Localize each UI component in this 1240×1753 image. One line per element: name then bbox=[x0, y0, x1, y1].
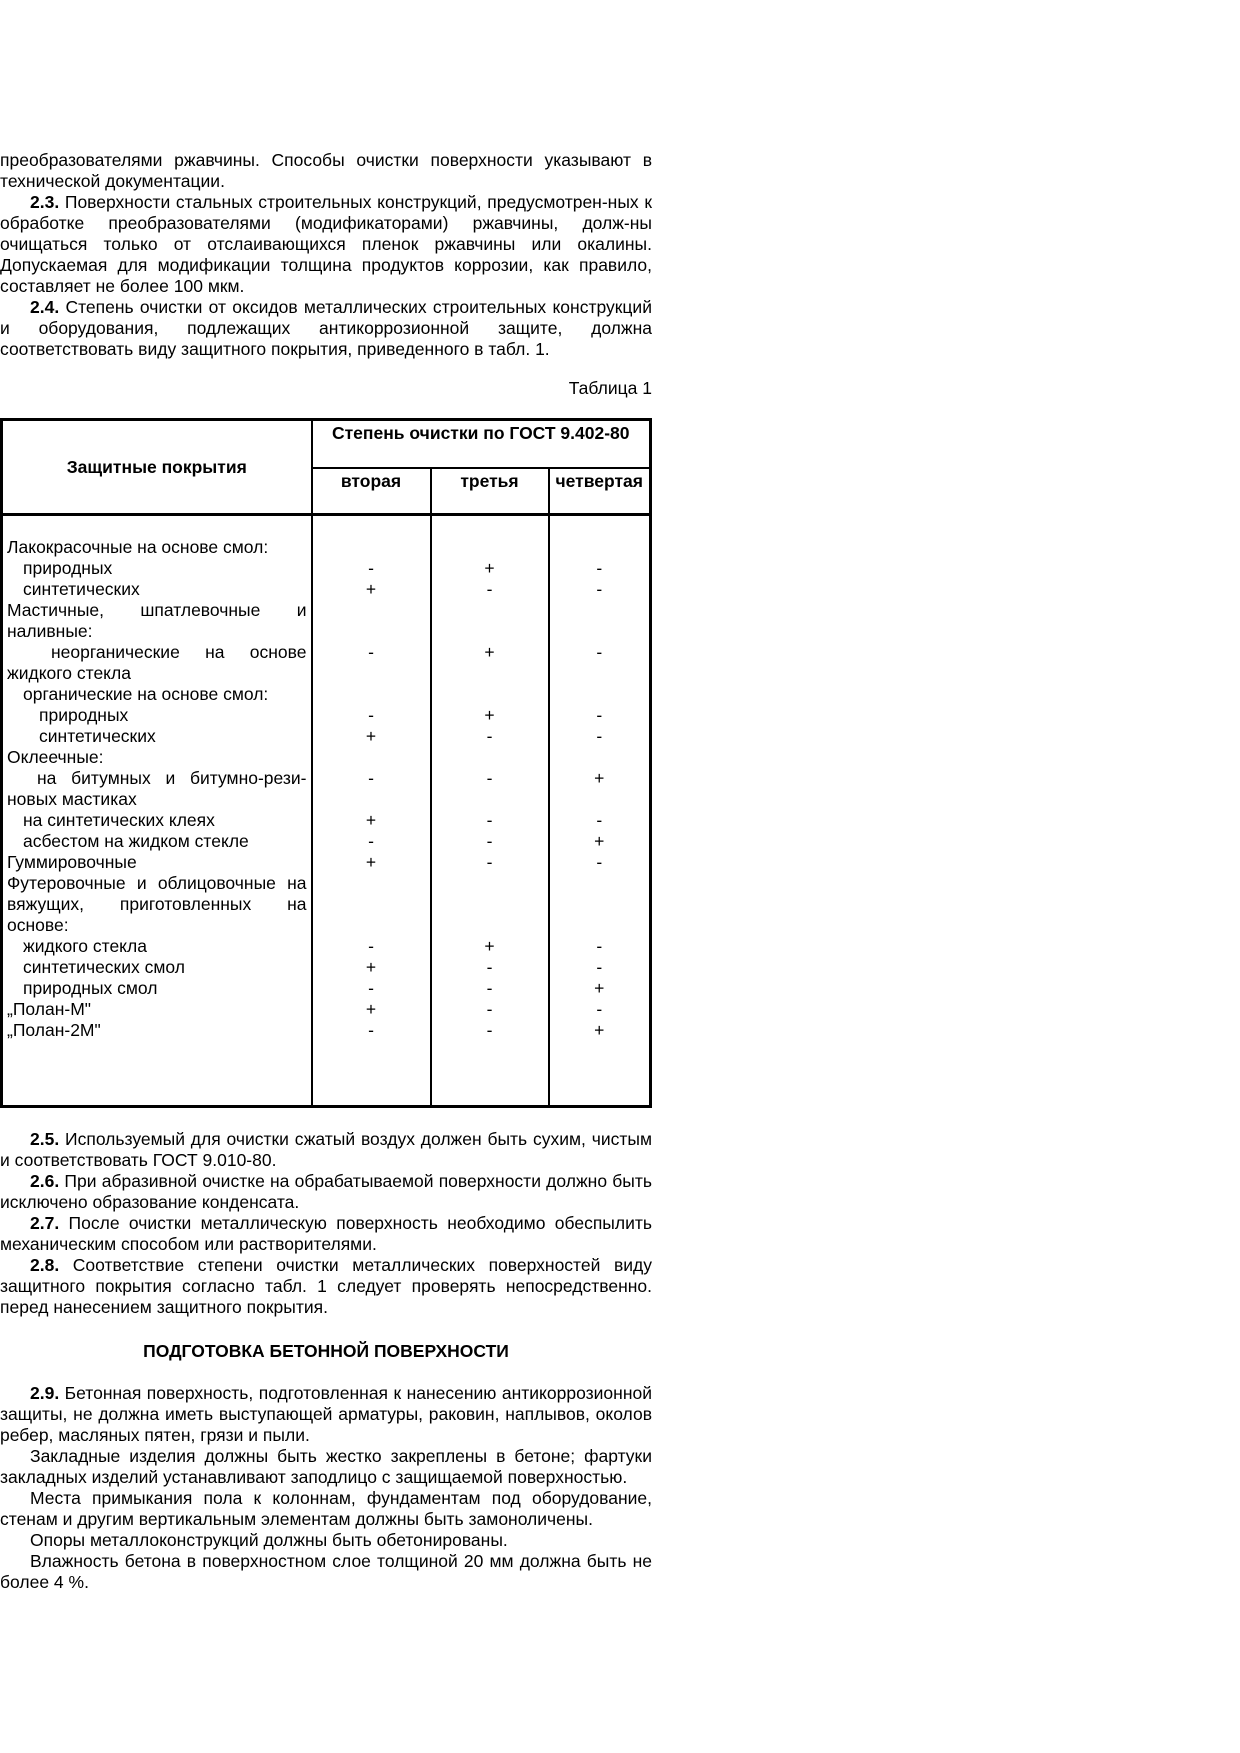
grade-mark bbox=[550, 873, 650, 936]
coating-label: на синтетических клеях bbox=[23, 810, 215, 830]
clause-number: 2.5. bbox=[30, 1129, 60, 1149]
grade-mark: + bbox=[365, 579, 377, 599]
grade-mark bbox=[432, 873, 548, 936]
grade-mark: - bbox=[486, 579, 493, 599]
paragraph-moisture: Влажность бетона в поверхностном слое толщиной 20 мм должна быть не более 4 %. bbox=[0, 1551, 652, 1592]
clause-number: 2.6. bbox=[30, 1171, 60, 1191]
paragraph-embedded-parts: Закладные изделия должны быть жестко закреплены в бетоне; фартуки закладных изделий устанавливают заподлицо с защищаемой поверхностью. bbox=[0, 1446, 652, 1487]
coating-label: Оклеечные: bbox=[7, 747, 104, 767]
grade-mark bbox=[550, 600, 650, 642]
grade-mark: - bbox=[486, 1020, 493, 1040]
paragraph-2-7 bbox=[0, 1213, 652, 1255]
clause-number: 2.3. bbox=[30, 192, 60, 212]
grade-mark: - bbox=[486, 831, 493, 851]
clause-text: Степень очистки от оксидов металлических строительных конструкций и оборудования, подлежащих антикоррозионной защите, должна соответствовать виду защитного покрытия, приведенного в табл. 1. bbox=[0, 297, 652, 359]
paragraph-2-4 bbox=[0, 297, 652, 360]
labels-column bbox=[2, 515, 312, 1107]
coating-label: синтетических bbox=[39, 726, 156, 746]
clause-number: 2.7. bbox=[30, 1213, 60, 1233]
grade-mark: - bbox=[486, 768, 493, 788]
grade-mark: - bbox=[486, 852, 493, 872]
coating-label: органические на основе смол: bbox=[23, 684, 269, 704]
grade-mark bbox=[432, 747, 548, 768]
grade-mark bbox=[550, 537, 650, 558]
grade-mark: - bbox=[486, 978, 493, 998]
grade-mark bbox=[550, 747, 650, 768]
document-column bbox=[0, 150, 652, 1593]
marks-column-third bbox=[431, 515, 549, 1107]
grade-mark bbox=[313, 873, 430, 936]
coating-label: Мастичные, шпатлевочные и наливные: bbox=[7, 600, 307, 641]
column-header-third: третья bbox=[431, 468, 549, 515]
clause-text: Соответствие степени очистки металлических поверхностей виду защитного покрытия согласно табл. 1 следует проверять непосредственно. перед нанесением защитного покрытия. bbox=[0, 1255, 652, 1317]
marks-column-fourth bbox=[549, 515, 651, 1107]
grade-mark: + bbox=[365, 999, 377, 1019]
paragraph-intro: преобразователями ржавчины. Способы очистки поверхности указывают в технической документации. bbox=[0, 150, 652, 191]
grade-mark: - bbox=[596, 705, 603, 725]
grade-mark bbox=[313, 600, 430, 642]
grade-mark: + bbox=[594, 768, 605, 788]
grade-mark: - bbox=[596, 810, 603, 830]
coating-label: на битумных и битумно-рези-новых мастиках bbox=[7, 768, 307, 809]
column-header-second: вторая bbox=[312, 468, 431, 515]
grade-mark: - bbox=[596, 642, 603, 662]
clause-text: Бетонная поверхность, подготовленная к нанесению антикоррозионной защиты, не должна иметь выступающей арматуры, раковин, наплывов, околов ребер, масляных пятен, грязи и пыли. bbox=[0, 1383, 652, 1445]
grade-mark: - bbox=[486, 999, 493, 1019]
column-header-group: Степень очистки по ГОСТ 9.402-80 bbox=[312, 420, 651, 469]
grade-mark: - bbox=[368, 978, 374, 998]
grade-mark bbox=[550, 684, 650, 705]
clause-text: Поверхности стальных строительных конструкций, предусмотрен-ных к обработке преобразователями (модификаторами) ржавчины, долж-ны очищаться только от отслаивающихся пленок ржавчины или окалины. Допускаемая для модификации толщина продуктов коррозии, как правило, составляет не более 100 мкм. bbox=[0, 192, 652, 296]
grade-mark: + bbox=[484, 642, 495, 662]
grade-mark bbox=[313, 537, 430, 558]
grade-mark bbox=[432, 600, 548, 642]
coating-label: природных bbox=[23, 558, 113, 578]
table-caption: Таблица 1 bbox=[568, 378, 652, 398]
paragraph-2-3 bbox=[0, 192, 652, 297]
coating-label: Лакокрасочные на основе смол: bbox=[7, 537, 269, 557]
coating-label: асбестом на жидком стекле bbox=[23, 831, 249, 851]
grade-mark: - bbox=[368, 558, 374, 578]
grade-mark: + bbox=[594, 978, 605, 998]
coating-label: Гуммировочные bbox=[7, 852, 137, 872]
grade-mark: + bbox=[365, 810, 377, 830]
grade-mark: + bbox=[365, 726, 377, 746]
coating-label: неорганические на основе жидкого стекла bbox=[7, 642, 307, 683]
clause-text: После очистки металлическую поверхность необходимо обеспылить механическим способом или растворителями. bbox=[0, 1213, 652, 1254]
marks-column-second bbox=[312, 515, 431, 1107]
paragraph-2-5 bbox=[0, 1129, 652, 1171]
coating-label: природных bbox=[39, 705, 129, 725]
coating-label: жидкого стекла bbox=[23, 936, 147, 956]
coating-label: „Полан-М" bbox=[7, 999, 91, 1019]
grade-mark bbox=[313, 747, 430, 768]
grade-mark: + bbox=[365, 852, 377, 872]
grade-mark: - bbox=[596, 999, 603, 1019]
clause-text: Используемый для очистки сжатый воздух должен быть сухим, чистым и соответствовать ГОСТ 9.010-80. bbox=[0, 1129, 652, 1170]
grade-mark bbox=[432, 684, 548, 705]
grade-mark bbox=[313, 684, 430, 705]
column-header-fourth: четвертая bbox=[549, 468, 651, 515]
clause-text: При абразивной очистке на обрабатываемой поверхности должно быть исключено образование конденсата. bbox=[0, 1171, 652, 1212]
coating-label: „Полан-2М" bbox=[7, 1020, 101, 1040]
paragraph-2-6 bbox=[0, 1171, 652, 1213]
grade-mark: + bbox=[484, 705, 495, 725]
coating-label: природных смол bbox=[23, 978, 158, 998]
grade-mark: + bbox=[484, 936, 495, 956]
grade-mark: - bbox=[368, 642, 374, 662]
paragraph-supports: Опоры металлоконструкций должны быть обетонированы. bbox=[30, 1530, 508, 1550]
paragraph-2-8 bbox=[0, 1255, 652, 1318]
grade-mark: - bbox=[596, 936, 603, 956]
column-header-coatings: Защитные покрытия bbox=[2, 420, 312, 515]
paragraph-2-9 bbox=[0, 1383, 652, 1446]
grade-mark: - bbox=[368, 831, 374, 851]
cleaning-degree-table bbox=[0, 418, 652, 1108]
grade-mark: - bbox=[486, 810, 493, 830]
grade-mark: - bbox=[596, 579, 603, 599]
coating-label: синтетических bbox=[23, 579, 140, 599]
grade-mark: + bbox=[365, 957, 377, 977]
grade-mark: - bbox=[368, 1020, 374, 1040]
grade-mark: - bbox=[368, 936, 374, 956]
coating-label: синтетических смол bbox=[23, 957, 185, 977]
grade-mark: - bbox=[368, 705, 374, 725]
coating-label: Футеровочные и облицовочные на вяжущих, приготовленных на основе: bbox=[7, 873, 307, 935]
grade-mark: - bbox=[596, 726, 603, 746]
grade-mark: + bbox=[594, 1020, 605, 1040]
grade-mark: - bbox=[368, 768, 374, 788]
grade-mark: - bbox=[486, 957, 493, 977]
grade-mark: - bbox=[486, 726, 493, 746]
grade-mark bbox=[432, 537, 548, 558]
grade-mark: - bbox=[596, 852, 603, 872]
paragraph-floor-junctions: Места примыкания пола к колоннам, фундаментам под оборудование, стенам и другим вертикальным элементам должны быть замоноличены. bbox=[0, 1488, 652, 1529]
section-heading: ПОДГОТОВКА БЕТОННОЙ ПОВЕРХНОСТИ bbox=[143, 1341, 509, 1361]
grade-mark: + bbox=[594, 831, 605, 851]
clause-number: 2.4. bbox=[30, 297, 60, 317]
grade-mark: + bbox=[484, 558, 495, 578]
clause-number: 2.8. bbox=[30, 1255, 60, 1275]
grade-mark: - bbox=[596, 558, 603, 578]
clause-number: 2.9. bbox=[30, 1383, 60, 1403]
grade-mark: - bbox=[596, 957, 603, 977]
